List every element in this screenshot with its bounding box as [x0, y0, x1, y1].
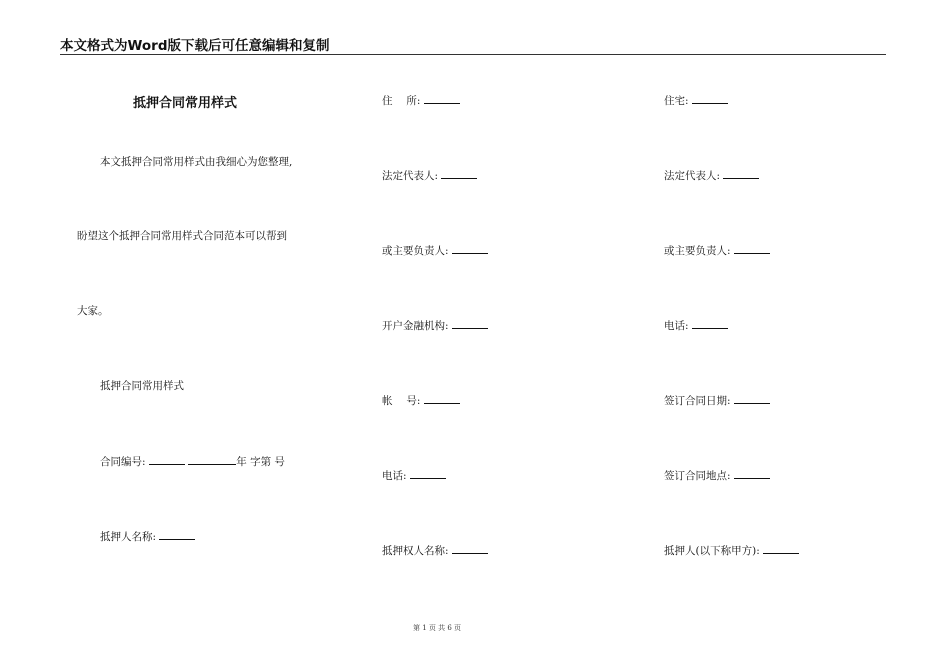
account-blank: [424, 393, 460, 404]
phone-blank-2: [692, 318, 728, 329]
mortgagee-name-blank: [452, 543, 488, 554]
page-header: [60, 34, 886, 55]
principal-line: [382, 243, 488, 258]
address-line: [382, 93, 460, 108]
principal-label: 或主要负责人:: [382, 245, 449, 257]
phone-blank: [410, 468, 446, 479]
residence-label: 住宅:: [664, 95, 689, 107]
intro-line-3: 大家。: [77, 305, 109, 317]
sign-date-label: 签订合同日期:: [664, 395, 731, 407]
phone-label: 电话:: [382, 470, 407, 482]
mortgagor-party-line: [664, 543, 799, 558]
contract-number-suffix: 年 字第 号: [236, 456, 285, 468]
principal-label-2: 或主要负责人:: [664, 245, 731, 257]
section-subtitle: 抵押合同常用样式: [100, 380, 184, 392]
legal-rep-label-2: 法定代表人:: [664, 170, 721, 182]
account-label: 帐 号:: [382, 395, 421, 407]
page-footer: 第 1 页 共 6 页: [412, 624, 462, 632]
mortgagor-name-label: 抵押人名称:: [100, 531, 157, 543]
contract-number-label: 合同编号:: [100, 456, 146, 468]
residence-line: [664, 93, 728, 108]
mortgagor-party-label: 抵押人(以下称甲方):: [664, 545, 760, 557]
intro-line-1: 本文抵押合同常用样式由我细心为您整理,: [100, 156, 293, 168]
address-label: 住 所:: [382, 95, 421, 107]
document-title: 抵押合同常用样式: [133, 96, 238, 111]
legal-rep-blank-2: [723, 168, 759, 179]
bank-label: 开户金融机构:: [382, 320, 449, 332]
address-blank: [424, 93, 460, 104]
residence-blank: [692, 93, 728, 104]
principal-blank-2: [734, 243, 770, 254]
phone-line: [382, 468, 446, 483]
bank-blank: [452, 318, 488, 329]
mortgagor-party-blank: [763, 543, 799, 554]
sign-place-line: [664, 468, 770, 483]
legal-rep-blank: [441, 168, 477, 179]
header-title: 本文格式为Word版下载后可任意编辑和复制: [60, 38, 330, 54]
bank-line: [382, 318, 488, 333]
phone-line-2: [664, 318, 728, 333]
mortgagee-name-line: [382, 543, 488, 558]
intro-line-2: 盼望这个抵押合同常用样式合同范本可以帮到: [77, 230, 287, 242]
contract-number-line: [100, 454, 285, 469]
mortgagee-name-label: 抵押权人名称:: [382, 545, 449, 557]
legal-rep-line: [382, 168, 477, 183]
sign-place-label: 签订合同地点:: [664, 470, 731, 482]
sign-place-blank: [734, 468, 770, 479]
legal-rep-label: 法定代表人:: [382, 170, 439, 182]
principal-blank: [452, 243, 488, 254]
principal-line-2: [664, 243, 770, 258]
phone-label-2: 电话:: [664, 320, 689, 332]
contract-number-blank-1: [149, 454, 185, 465]
legal-rep-line-2: [664, 168, 759, 183]
mortgagor-name-line: [100, 529, 195, 544]
contract-number-blank-2: [188, 454, 236, 465]
account-line: [382, 393, 460, 408]
sign-date-blank: [734, 393, 770, 404]
sign-date-line: [664, 393, 770, 408]
mortgagor-name-blank: [159, 529, 195, 540]
